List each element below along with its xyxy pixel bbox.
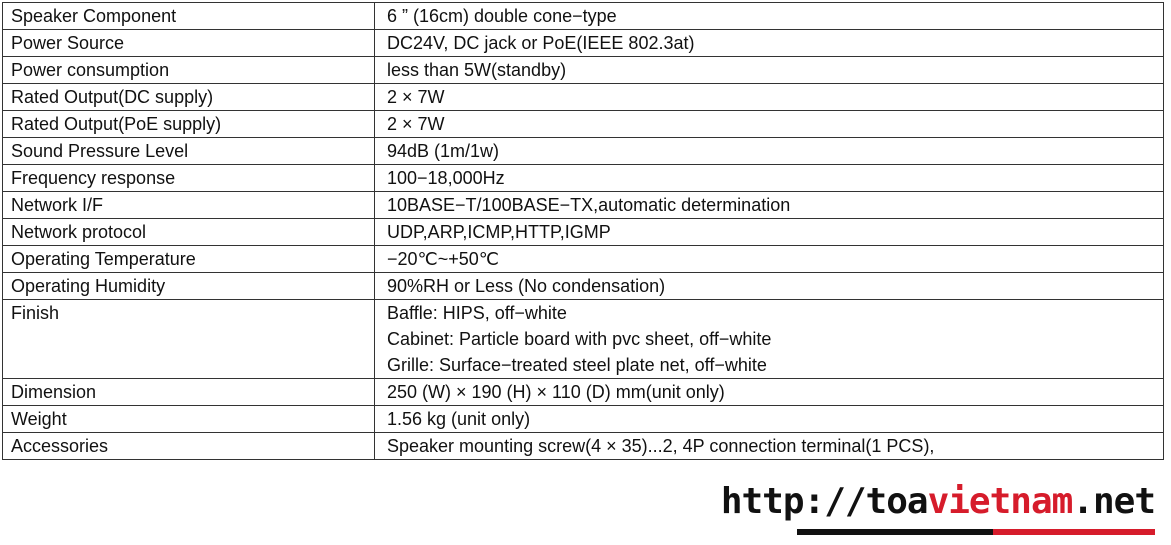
spec-value-line: less than 5W(standby) bbox=[387, 60, 567, 80]
spec-value-line: Baffle: HIPS, off−white bbox=[387, 303, 567, 323]
spec-value bbox=[375, 406, 1164, 433]
spec-value-line: 90%RH or Less (No condensation) bbox=[387, 276, 666, 296]
spec-label: Speaker Component bbox=[3, 3, 375, 30]
spec-row bbox=[3, 379, 1164, 406]
spec-value-line: DC24V, DC jack or PoE(IEEE 802.3at) bbox=[387, 33, 695, 53]
website-url-brand: vietnam bbox=[927, 481, 1073, 522]
spec-label: Rated Output(DC supply) bbox=[3, 84, 375, 111]
spec-value bbox=[375, 192, 1164, 219]
spec-label: Power Source bbox=[3, 30, 375, 57]
spec-row bbox=[3, 111, 1164, 138]
spec-value bbox=[375, 219, 1164, 246]
spec-value bbox=[375, 246, 1164, 273]
spec-value bbox=[375, 138, 1164, 165]
spec-value bbox=[375, 273, 1164, 300]
spec-label: Weight bbox=[3, 406, 375, 433]
spec-label: Dimension bbox=[3, 379, 375, 406]
spec-row bbox=[3, 3, 1164, 30]
spec-value-line: 94dB (1m/1w) bbox=[387, 141, 500, 161]
spec-value bbox=[375, 300, 1164, 379]
spec-table-body bbox=[3, 3, 1164, 460]
spec-value bbox=[375, 3, 1164, 30]
website-url-underline bbox=[797, 529, 1155, 535]
website-url bbox=[721, 482, 1155, 522]
spec-value-line: Grille: Surface−treated steel plate net, off−white bbox=[387, 355, 767, 375]
spec-value-line: 1.56 kg (unit only) bbox=[387, 409, 531, 429]
spec-row bbox=[3, 219, 1164, 246]
underline-accent-segment bbox=[993, 529, 1155, 535]
spec-value-line: 10BASE−T/100BASE−TX,automatic determination bbox=[387, 195, 791, 215]
spec-value bbox=[375, 379, 1164, 406]
spec-value bbox=[375, 57, 1164, 84]
spec-label: Finish bbox=[3, 300, 375, 379]
spec-label: Network I/F bbox=[3, 192, 375, 219]
spec-value-line: Cabinet: Particle board with pvc sheet, off−white bbox=[387, 329, 772, 349]
spec-value-line: 2 × 7W bbox=[387, 114, 445, 134]
website-url-suffix: .net bbox=[1072, 481, 1155, 522]
spec-value bbox=[375, 433, 1164, 460]
spec-label: Frequency response bbox=[3, 165, 375, 192]
spec-row bbox=[3, 165, 1164, 192]
spec-label: Operating Temperature bbox=[3, 246, 375, 273]
website-url-prefix: http://toa bbox=[720, 481, 928, 522]
spec-row bbox=[3, 273, 1164, 300]
spec-row bbox=[3, 300, 1164, 379]
spec-row bbox=[3, 138, 1164, 165]
spec-value-line: 250 (W) × 190 (H) × 110 (D) mm(unit only) bbox=[387, 382, 725, 402]
spec-label: Network protocol bbox=[3, 219, 375, 246]
spec-row bbox=[3, 246, 1164, 273]
spec-row bbox=[3, 192, 1164, 219]
spec-value-line: 100−18,000Hz bbox=[387, 168, 505, 188]
spec-row bbox=[3, 433, 1164, 460]
underline-dark-segment bbox=[797, 529, 993, 535]
spec-value-line: 6 ” (16cm) double cone−type bbox=[387, 6, 617, 26]
spec-label: Operating Humidity bbox=[3, 273, 375, 300]
spec-label: Rated Output(PoE supply) bbox=[3, 111, 375, 138]
spec-row bbox=[3, 84, 1164, 111]
spec-value bbox=[375, 111, 1164, 138]
spec-row bbox=[3, 57, 1164, 84]
spec-table bbox=[2, 2, 1164, 460]
spec-value-line: UDP,ARP,ICMP,HTTP,IGMP bbox=[387, 222, 611, 242]
spec-value bbox=[375, 84, 1164, 111]
spec-value bbox=[375, 30, 1164, 57]
spec-value-line: 2 × 7W bbox=[387, 87, 445, 107]
spec-value-line: −20℃~+50℃ bbox=[387, 249, 500, 269]
spec-value-line: Speaker mounting screw(4 × 35)...2, 4P connection terminal(1 PCS), bbox=[387, 436, 935, 456]
spec-row bbox=[3, 406, 1164, 433]
spec-label: Sound Pressure Level bbox=[3, 138, 375, 165]
spec-label: Accessories bbox=[3, 433, 375, 460]
spec-label: Power consumption bbox=[3, 57, 375, 84]
spec-value bbox=[375, 165, 1164, 192]
spec-row bbox=[3, 30, 1164, 57]
